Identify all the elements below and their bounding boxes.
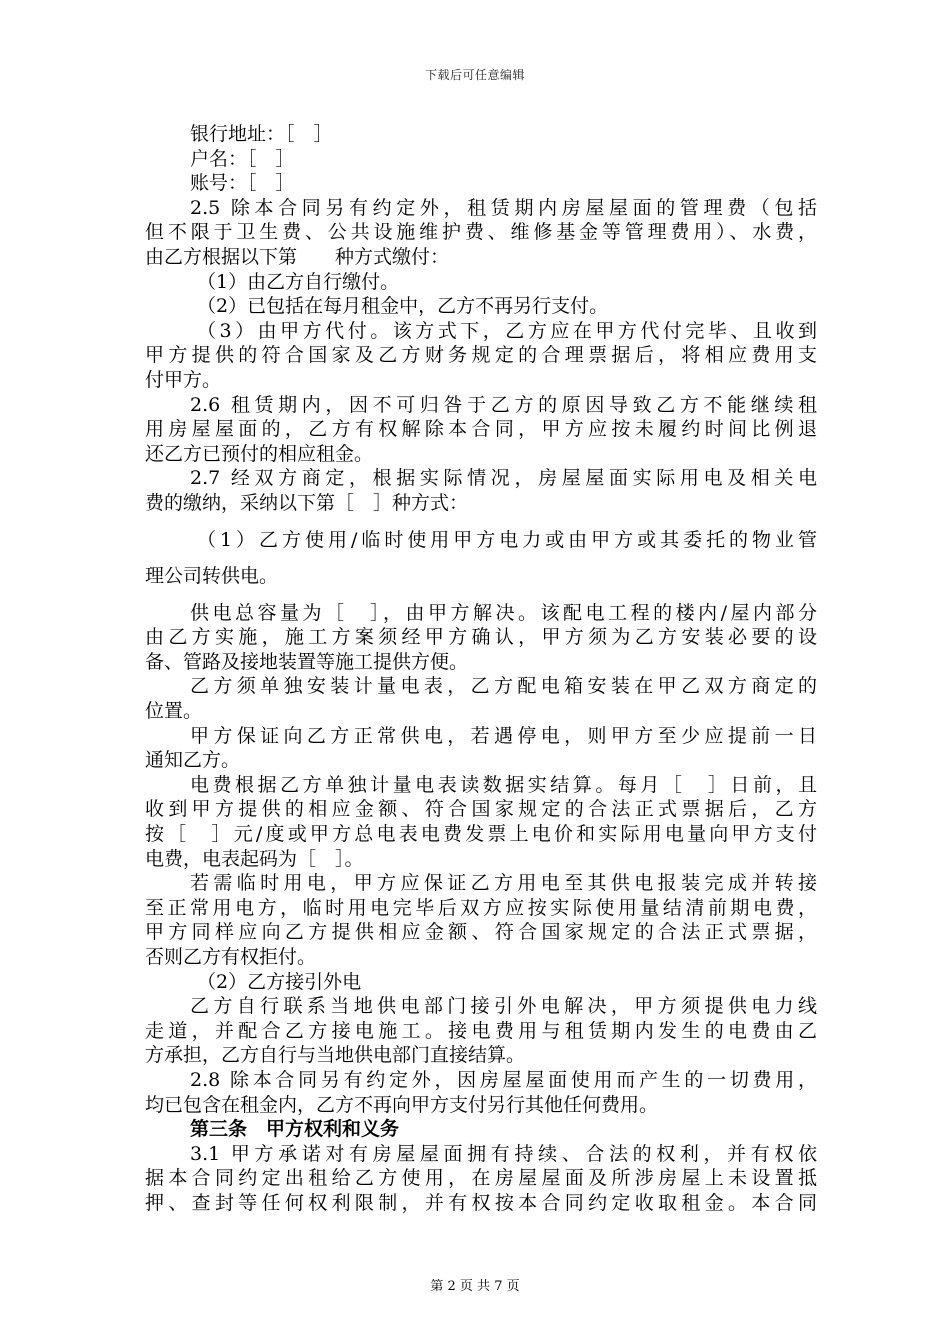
temporary-power-line: 否则乙方有权拒付。 bbox=[145, 946, 317, 968]
option-1-line: （1）乙方使用/临时使用甲方电力或由甲方或其委托的物业管 bbox=[197, 528, 817, 551]
electricity-fee-line: 按［ ］元/度或甲方总电表电费发票上电价和实际用电量向甲方支付 bbox=[145, 823, 817, 846]
page-number: 第 2 页 共 7 页 bbox=[430, 1279, 520, 1294]
external-power-line: 方承担，乙方自行与当地供电部门直接结算。 bbox=[145, 1044, 526, 1067]
article-3-heading: 第三条 甲方权利和义务 bbox=[190, 1118, 400, 1141]
clause-2-5-line: 2.5 除本合同另有约定外，租赁期内房屋屋面的管理费（包括 bbox=[190, 196, 817, 219]
supply-capacity-line: 备、管路及接地装置等施工提供方便。 bbox=[145, 650, 469, 673]
option-1-line: 理公司转供电。 bbox=[145, 565, 279, 588]
meter-line: 位置。 bbox=[145, 700, 203, 723]
option-2-line: （2）乙方接引外电 bbox=[197, 970, 362, 993]
document-body bbox=[145, 122, 817, 1216]
bank-address-line: 银行地址：［ ］ bbox=[190, 123, 333, 145]
supply-capacity-line: 供电总容量为［ ］，由甲方解决。该配电工程的楼内/屋内部分 bbox=[190, 601, 817, 624]
external-power-line: 走道，并配合乙方接电施工。接电费用与租赁期内发生的电费由乙 bbox=[145, 1019, 817, 1042]
temporary-power-line: 至正常用电方，临时用电完毕后双方应按实际使用量结清前期电费， bbox=[145, 896, 817, 919]
option-line: 付甲方。 bbox=[145, 368, 222, 391]
option-line: （1）由乙方自行缴付。 bbox=[197, 270, 400, 293]
clause-2-7-line: 2.7 经双方商定，根据实际情况，房屋屋面实际用电及相关电 bbox=[190, 467, 817, 490]
clause-3-1-line: 押、查封等任何权利限制，并有权按本合同约定收取租金。本合同 bbox=[145, 1191, 817, 1214]
clause-2-8-line: 均已包含在租金内，乙方不再向甲方支付另行其他任何费用。 bbox=[145, 1093, 659, 1116]
option-line: （2）已包括在每月租金中，乙方不再另行支付。 bbox=[197, 295, 609, 318]
clause-2-7-line: 费的缴纳，采纳以下第［ ］种方式： bbox=[145, 491, 469, 514]
clause-2-6-line: 用房屋屋面的，乙方有权解除本合同，甲方应按未履约时间比例退 bbox=[145, 418, 817, 441]
meter-line: 乙方须单独安装计量电表，乙方配电箱安装在甲乙双方商定的 bbox=[190, 675, 817, 698]
power-supply-line: 通知乙方。 bbox=[145, 749, 241, 772]
clause-2-8-line: 2.8 除本合同另有约定外，因房屋屋面使用而产生的一切费用， bbox=[190, 1068, 817, 1091]
option-line: （3）由甲方代付。该方式下，乙方应在甲方代付完毕、且收到 bbox=[197, 319, 817, 342]
electricity-fee-line: 电费根据乙方单独计量电表读数据实结算。每月［ ］日前，且 bbox=[190, 773, 817, 796]
clause-2-5-line: 由乙方根据以下第 种方式缴付： bbox=[145, 245, 450, 268]
account-number-line: 账号：［ ］ bbox=[190, 172, 295, 195]
supply-capacity-line: 由乙方实施，施工方案须经甲方确认，甲方须为乙方安装必要的设 bbox=[145, 626, 817, 649]
clause-3-1-line: 3.1 甲方承诺对有房屋屋面拥有持续、合法的权利，并有权依 bbox=[190, 1142, 817, 1165]
power-supply-line: 甲方保证向乙方正常供电，若遇停电，则甲方至少应提前一日 bbox=[190, 724, 817, 747]
temporary-power-line: 甲方同样应向乙方提供相应金额、符合国家规定的合法正式票据， bbox=[145, 921, 817, 944]
clause-2-6-line: 2.6 租赁期内，因不可归咎于乙方的原因导致乙方不能继续租 bbox=[190, 393, 817, 416]
clause-2-5-line: 但不限于卫生费、公共设施维护费、维修基金等管理费用）、水费， bbox=[145, 221, 817, 244]
page-header-note: 下载后可任意编辑 bbox=[424, 68, 525, 82]
clause-2-6-line: 还乙方已预付的相应租金。 bbox=[145, 442, 374, 465]
electricity-fee-line: 收到甲方提供的相应金额、符合国家规定的合法正式票据后，乙方 bbox=[145, 798, 817, 821]
account-name-line: 户名：［ ］ bbox=[190, 147, 295, 170]
electricity-fee-line: 电费，电表起码为［ ］。 bbox=[145, 847, 364, 870]
external-power-line: 乙方自行联系当地供电部门接引外电解决，甲方须提供电力线 bbox=[190, 995, 817, 1018]
clause-3-1-line: 据本合同约定出租给乙方使用，在房屋屋面及所涉房屋上未设置抵 bbox=[145, 1167, 817, 1190]
option-line: 甲方提供的符合国家及乙方财务规定的合理票据后，将相应费用支 bbox=[145, 344, 817, 367]
temporary-power-line: 若需临时用电，甲方应保证乙方用电至其供电报装完成并转接 bbox=[190, 872, 817, 895]
